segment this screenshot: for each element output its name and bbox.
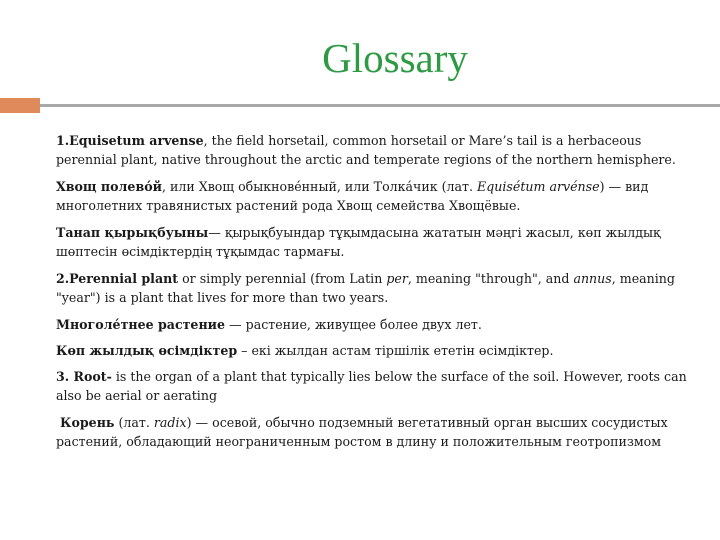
glossary-entry-root (56, 367, 696, 405)
entry-term: Корень (60, 415, 115, 430)
glossary-entry-khvoshch (56, 177, 696, 215)
entry-term: Көп жылдық өсімдіктер (56, 343, 238, 358)
entry-text: or simply perennial (from Latin (178, 271, 387, 286)
glossary-entry-kop-zhyldyk (56, 341, 696, 360)
entry-text: — қырықбуындар тұқымдасына жататын мәңгі жасыл, көп жылдық шөптесін өсімдіктердің тұқымдас тармағы. (56, 225, 661, 259)
glossary-body (56, 131, 696, 459)
entry-term: Танап қырықбуыны (56, 225, 209, 240)
entry-text: ) — вид многолетних травянистых растений рода Хвощ семейства Хвощёвые. (56, 179, 649, 213)
entry-text: , meaning "through", and (407, 271, 574, 286)
page-title: Glossary (322, 35, 468, 81)
glossary-entry-perennial (56, 269, 696, 307)
entry-text: , the field horsetail, common horsetail or Mare’s tail is a herbaceous perennial plant, native throughout the arctic and temperate regions of the northern hemisphere. (56, 133, 676, 167)
entry-text: ) — осевой, обычно подземный вегетативный орган высших сосудистых растений, обладающий неограниченным ростом в длину и положительным геотропизмом (56, 415, 668, 449)
entry-term: 3. Root- (56, 369, 112, 384)
entry-text: , или Хвощ обыкнове́нный, или Толка́чик (лат. (161, 179, 478, 194)
entry-latin-word: radix (153, 415, 187, 430)
entry-term: 1.Equisetum arvense (56, 133, 204, 148)
entry-text: — растение, живущее более двух лет. (225, 317, 482, 332)
title-divider (40, 104, 720, 107)
glossary-entry-tanap (56, 223, 696, 261)
entry-latin-word: per (386, 271, 408, 286)
entry-text: – екі жылдан астам тіршілік ететін өсімдіктер. (237, 343, 554, 358)
glossary-entry-equisetum (56, 131, 696, 169)
entry-text: , meaning "year") is a plant that lives for more than two years. (56, 271, 675, 305)
accent-block (0, 98, 40, 113)
entry-text: (лат. (114, 415, 154, 430)
entry-latin-name: Equisétum arvénse (477, 179, 600, 194)
entry-latin-word: annus (573, 271, 612, 286)
entry-text: is the organ of a plant that typically lies below the surface of the soil. However, roots can also be aerial or aerating (56, 369, 687, 403)
glossary-entry-koren (56, 413, 696, 451)
entry-term: Хвощ полево́й (56, 179, 162, 194)
entry-term: 2.Perennial plant (56, 271, 179, 286)
entry-term: Многоле́тнее растение (56, 317, 226, 332)
glossary-entry-mnogoletnee (56, 315, 696, 334)
